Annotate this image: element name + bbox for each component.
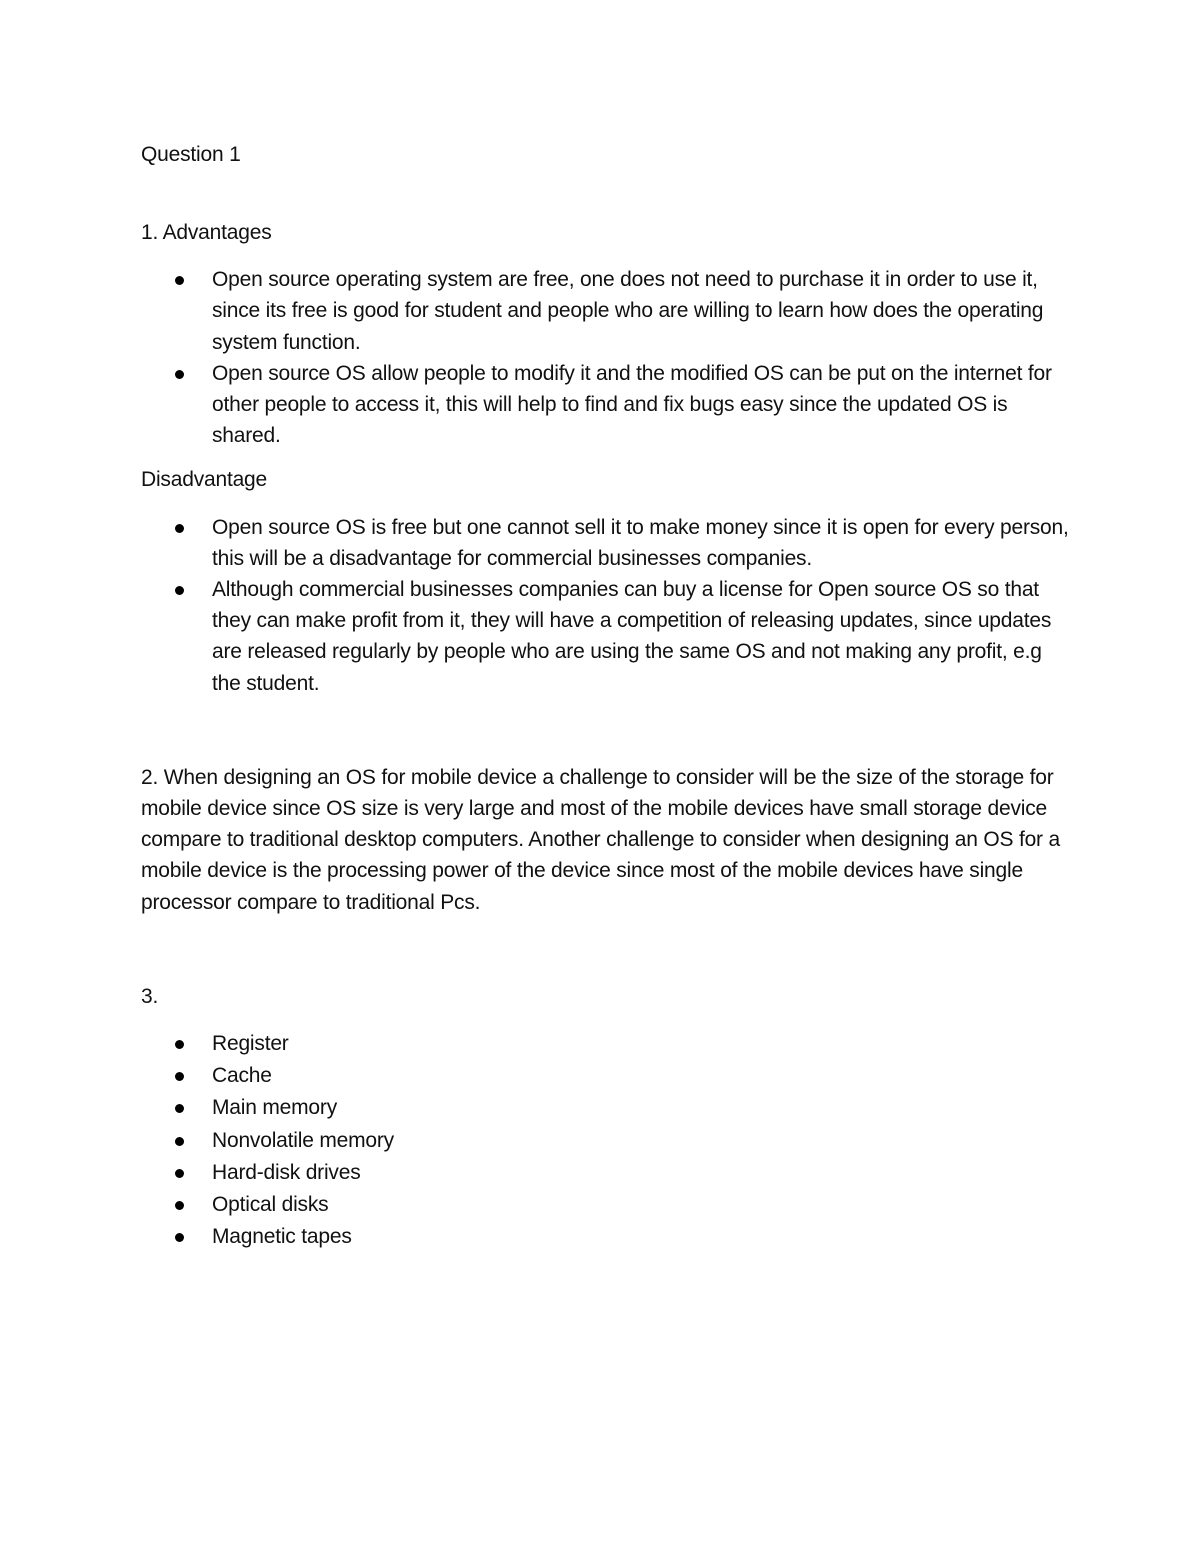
list-item	[141, 1028, 1071, 1060]
question-title: Question 1	[141, 143, 241, 166]
list-item	[141, 358, 1071, 452]
bullet-icon	[175, 276, 184, 285]
list-item-text: Nonvolatile memory	[212, 1128, 394, 1152]
list-item-text: Register	[212, 1032, 289, 1056]
memory-hierarchy-list	[141, 1028, 1071, 1253]
list-item	[141, 1157, 1071, 1189]
list-item	[141, 264, 1071, 358]
list-item-text: Open source operating system are free, one does not need to purchase it in order to use it, since its free is good for student and people who are willing to learn how does the operating system function.	[212, 268, 1044, 354]
bullet-icon	[175, 1201, 184, 1210]
list-item-text: Optical disks	[212, 1193, 329, 1216]
list-item-text: Main memory	[212, 1096, 337, 1120]
list-item-text: Hard-disk drives	[212, 1160, 361, 1184]
bullet-icon	[175, 1072, 184, 1081]
bullet-icon	[175, 1169, 184, 1178]
advantages-heading: 1. Advantages	[141, 221, 272, 244]
advantages-list	[141, 264, 1071, 451]
document-body	[141, 139, 1071, 1253]
bullet-icon	[175, 1104, 184, 1113]
list-item	[141, 512, 1071, 574]
bullet-icon	[175, 1233, 184, 1242]
list-item	[141, 1125, 1071, 1157]
disadvantages-list	[141, 512, 1071, 699]
list-item	[141, 1092, 1071, 1124]
list-item	[141, 1189, 1071, 1221]
bullet-icon	[175, 1137, 184, 1146]
bullet-icon	[175, 1040, 184, 1049]
list-item	[141, 574, 1071, 699]
list-item-text: Open source OS allow people to modify it and the modified OS can be put on the internet for other people to access it, this will help to find and fix bugs easy since the updated OS is shared.	[212, 361, 1052, 448]
question-2-paragraph: 2. When designing an OS for mobile device a challenge to consider will be the size of the storage for mobile device since OS size is very large and most of the mobile devices have small storage device compare to traditional desktop computers. Another challenge to consider when designing an OS for a mobile device is the processing power of the device since most of the mobile devices have single processor compare to traditional Pcs.	[141, 765, 1060, 914]
bullet-icon	[175, 586, 184, 595]
list-item-text: Open source OS is free but one cannot sell it to make money since it is open for every person, this will be a disadvantage for commercial businesses companies.	[212, 515, 1069, 570]
bullet-icon	[175, 524, 184, 533]
list-item-text: Although commercial businesses companies can buy a license for Open source OS so that they can make profit from it, they will have a competition of releasing updates, since updates are released regularly by people who are using the same OS and not making any profit, e.g the student.	[212, 578, 1052, 695]
bullet-icon	[175, 370, 184, 379]
list-item	[141, 1221, 1071, 1253]
list-item-text: Magnetic tapes	[212, 1225, 352, 1249]
question-3-heading: 3.	[141, 984, 159, 1008]
disadvantage-heading: Disadvantage	[141, 468, 268, 492]
list-item-text: Cache	[212, 1064, 272, 1088]
list-item	[141, 1060, 1071, 1092]
